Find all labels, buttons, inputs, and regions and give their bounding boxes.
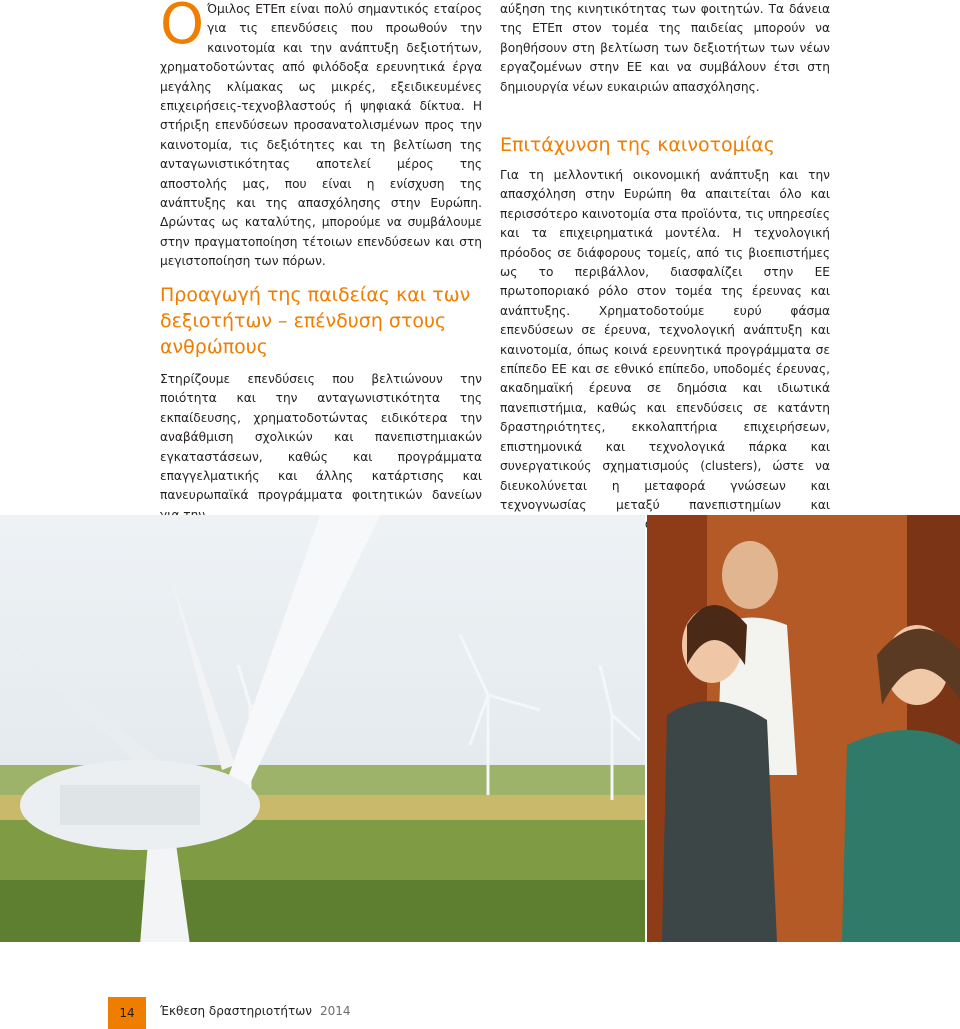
students-illustration bbox=[647, 515, 960, 942]
left-column bbox=[160, 0, 482, 272]
wind-turbines-illustration bbox=[0, 515, 645, 942]
students-photo bbox=[647, 515, 960, 942]
drop-cap: Ο bbox=[160, 0, 205, 57]
page-number-box bbox=[108, 997, 146, 1029]
continuation-text: αύξηση της κινητικότητας των φοιτητών. Τα δάνεια της ΕΤΕπ στον τομέα της παιδείας μπορούν να βοηθήσουν στη βελτίωση των δεξιοτήτων των νέων εργαζομένων στην ΕΕ και να συμβάλουν έτσι στη δημιουργία νέων ευκαιριών απασχόλησης. bbox=[500, 2, 830, 94]
intro-text: Όμιλος ΕΤΕπ είναι πολύ σημαντικός εταίρος για τις επενδύσεις που προωθούν την καινοτομία και την ανάπτυξη δεξιοτήτων, χρηματοδοτώντας από φιλόδοξα ερευνητικά έργα μεγάλης κλίμακας ως μικρές, εξειδικευμένες επιχειρήσεις-τεχνοβλαστούς ή ψηφιακά δίκτυα. Η στήριξη επενδύσεων προσανατολισμένων προς την καινοτομία, τις δεξιότητες και τη βελτίωση της ανταγωνιστικότητας αποτελεί μέρος της αποστολής μας, που είναι η ενίσχυση της ανάπτυξης και της απασχόλησης στην Ευρώπη. Δρώντας ως καταλύτης, μπορούμε να συμβάλουμε στην πραγματοποίηση τέτοιων επενδύσεων και στη μεγιστοποίηση των πόρων. bbox=[160, 2, 482, 269]
intro-paragraph bbox=[160, 0, 482, 272]
education-text: Στηρίζουμε επενδύσεις που βελτιώνουν την ποιότητα και την ανταγωνιστικότητα της εκπαίδευσης, χρηματοδοτώντας ειδικότερα την αναβάθμιση σχολικών και πανεπιστημιακών εγκαταστάσεων, καθώς και προγράμματα επαγγελματικής και άλλης κατάρτισης και πανευρωπαϊκά προγράμματα φοιτητικών δανείων bbox=[160, 372, 482, 503]
innovation-heading: Επιτάχυνση της καινοτομίας bbox=[500, 134, 775, 156]
wind-turbines-photo bbox=[0, 515, 645, 942]
innovation-text: Για τη μελλοντική οικονομική ανάπτυξη και την απασχόληση στην Ευρώπη θα απαιτείται όλο και περισσότερο καινοτομία στα προϊόντα, τις υπηρεσίες και τα επιχειρηματικά μοντέλα. Η τεχνολογική πρόοδος σε διάφορους τομείς, από τις βιοεπιστήμες ως το περιβάλλον, διασφαλίζει στην ΕΕ πρωτοποριακό ρόλο στον τομέα της έρευνας και ανάπτυξης. Χρηματοδοτούμε ευρύ φάσμα επενδύσεων σε έρευνα, τεχνολογική ανάπτυξη και καινοτομία, όπως κοινά ερευνητικά προγράμματα σε επίπεδο ΕΕ και σε εθνικό επίπεδο, υποδομές έρευνας, ακαδημαϊκή έρευνα σε δημόσια και ιδιωτικά πανεπιστήμια, καθώς και επενδύσεις σε κατάντη δραστηριότητες, εκκολαπτήρια επιχειρήσεων, επιστημονικά και τεχνολογικά πάρκα και συνεργατικούς σχηματισμούς (clusters), ώστε να διευκολύνεται η μεταφορά γνώσεων και τεχνογνωσίας μεταξύ πανεπιστημίων και bbox=[500, 168, 830, 512]
report-title: Έκθεση δραστηριοτήτων bbox=[160, 1004, 313, 1018]
footer-caption bbox=[160, 1004, 351, 1018]
report-year: 2014 bbox=[320, 1004, 351, 1018]
education-heading: Προαγωγή της παιδείας και των δεξιοτήτων – επένδυση στους ανθρώπους bbox=[160, 284, 471, 358]
page-number: 14 bbox=[119, 1006, 135, 1020]
